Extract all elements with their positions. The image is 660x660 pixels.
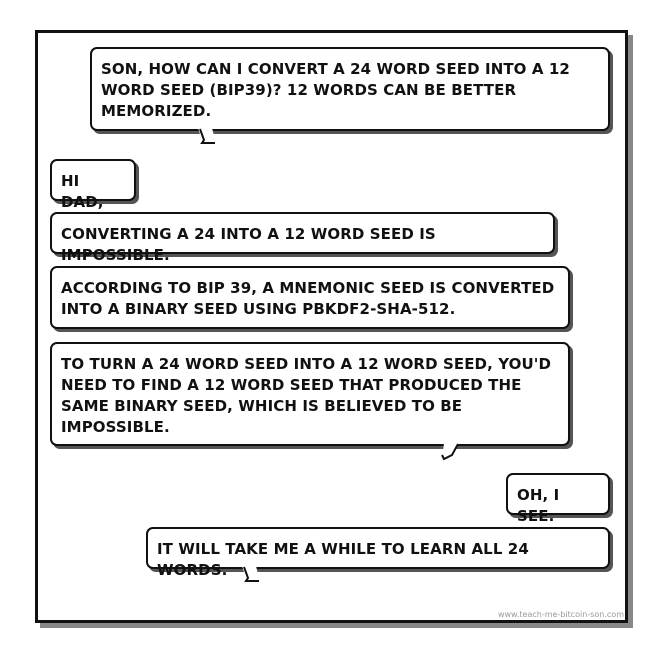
speech-bubble-dad-question (90, 47, 610, 131)
bubble-text: SON, HOW CAN I CONVERT A 24 WORD SEED INTO A 12 WORD SEED (BIP39)? 12 WORDS CAN BE BETTER MEMORIZED. (101, 60, 570, 120)
site-credit: www.teach-me-bitcoin-son.com (497, 610, 624, 619)
bubble-text: ACCORDING TO BIP 39, A MNEMONIC SEED IS CONVERTED INTO A BINARY SEED USING PBKDF2-SHA-512. (61, 279, 555, 318)
speech-tail-icon (196, 128, 220, 146)
bubble-text: HI DAD, (61, 172, 104, 211)
speech-bubble-oh-i-see (506, 473, 610, 525)
bubble-text: CONVERTING A 24 INTO A 12 WORD SEED IS IMPOSSIBLE. (61, 225, 436, 264)
speech-bubble-explanation (50, 342, 570, 446)
bubble-text: IT WILL TAKE ME A WHILE TO LEARN ALL 24 WORDS. (157, 540, 529, 579)
speech-bubble-impossible (50, 212, 555, 264)
speech-bubble-hi-dad (50, 159, 136, 211)
speech-tail-icon (440, 443, 464, 461)
bubble-text: OH, I SEE. (517, 486, 560, 525)
speech-bubble-bip39 (50, 266, 570, 329)
speech-bubble-learn-words (146, 527, 610, 579)
speech-tail-icon (240, 566, 264, 584)
bubble-text: TO TURN A 24 WORD SEED INTO A 12 WORD SEED, YOU'D NEED TO FIND A 12 WORD SEED THAT PRODUCED THE SAME BINARY SEED, WHICH IS BELIEVED TO BE IMPOSSIBLE. (61, 355, 552, 436)
